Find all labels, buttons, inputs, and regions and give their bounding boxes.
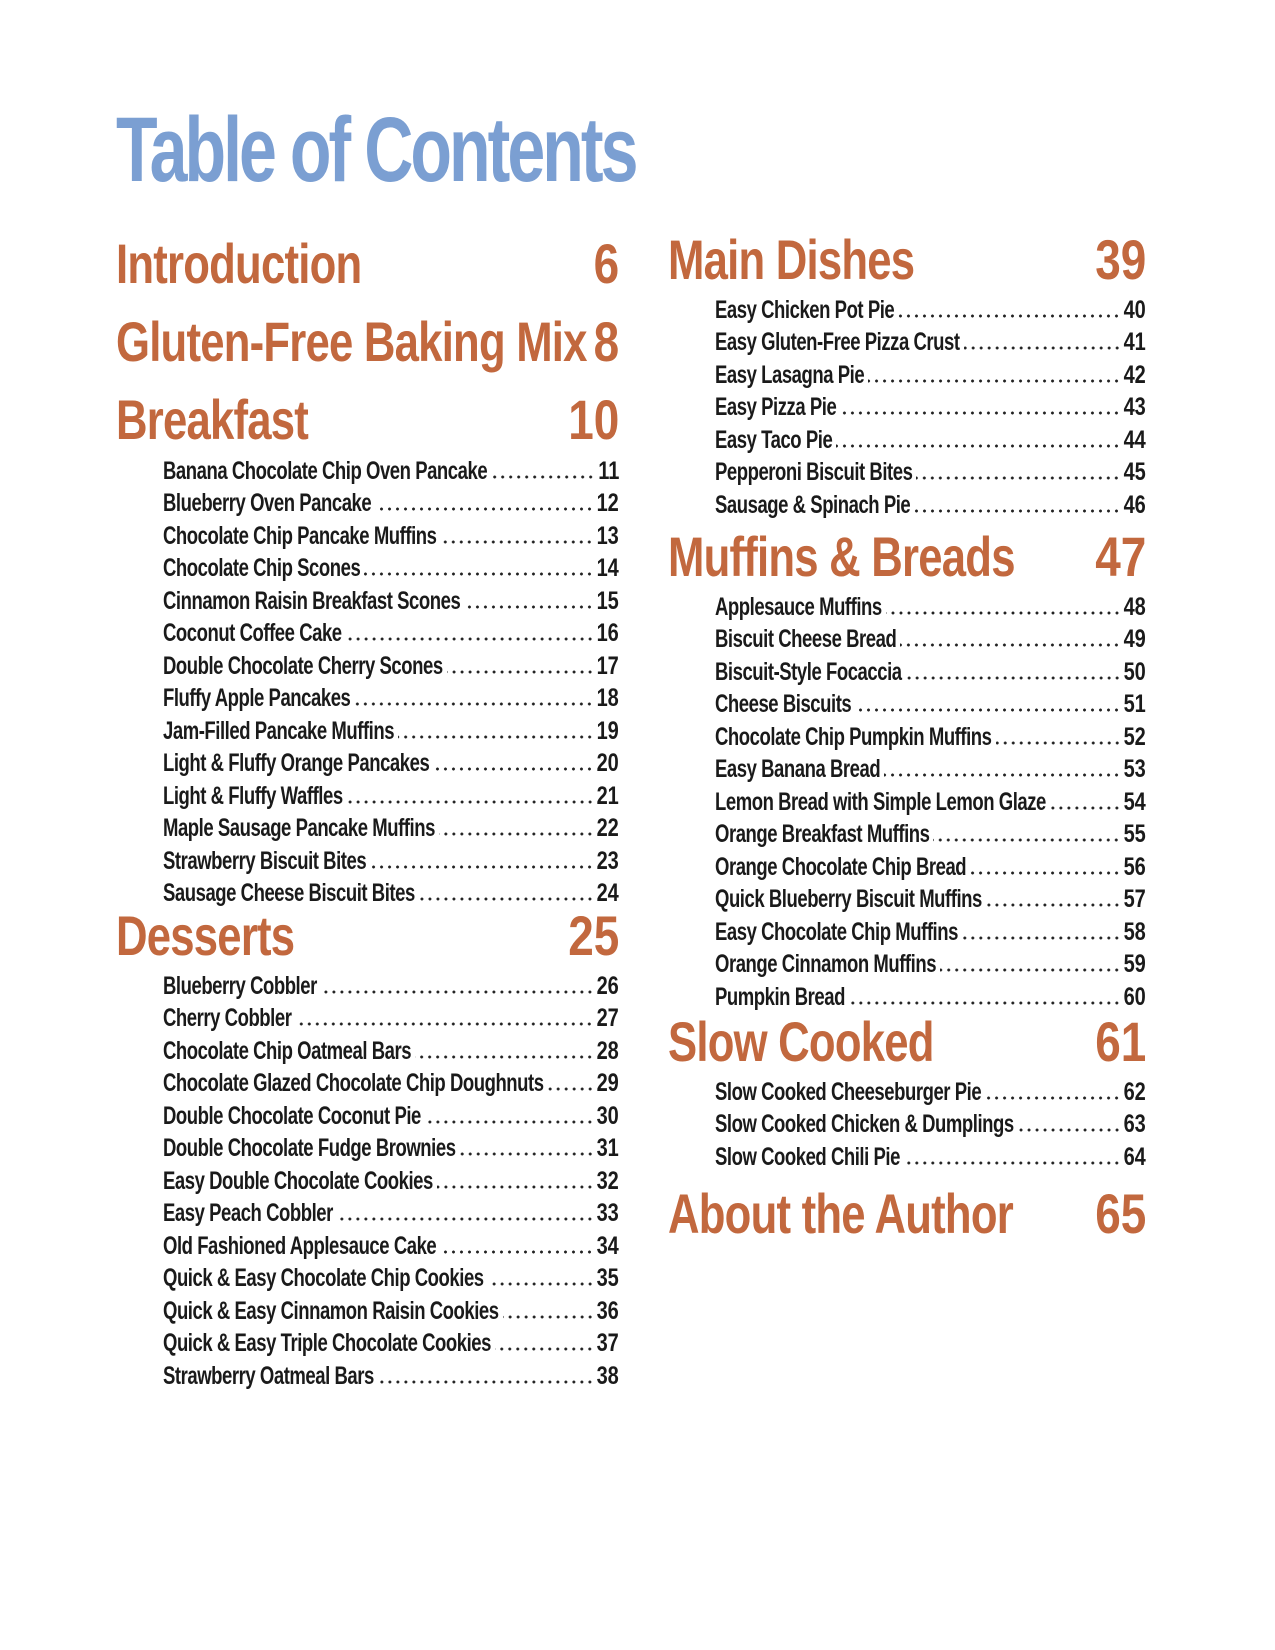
toc-entry[interactable]	[163, 550, 619, 583]
section-title: Gluten-Free Baking Mix	[116, 310, 587, 373]
entry-page-number: 53	[1123, 755, 1146, 783]
entry-page-number: 33	[596, 1199, 619, 1227]
section-main-dishes[interactable]	[668, 230, 1146, 290]
entry-title: Orange Cinnamon Muffins	[715, 950, 937, 978]
entry-title: Lemon Bread with Simple Lemon Glaze	[715, 787, 1046, 816]
dot-leader	[495, 1347, 594, 1351]
entry-page-number: 59	[1123, 950, 1146, 978]
section-page-number: 6	[593, 232, 619, 295]
entry-title: Double Chocolate Fudge Brownies	[163, 1134, 456, 1162]
entry-page-number: 46	[1123, 490, 1146, 519]
section-page-number: 47	[1094, 525, 1146, 588]
desserts-entries	[163, 967, 619, 1390]
dot-leader	[370, 865, 594, 869]
entry-title: Easy Double Chocolate Cookies	[163, 1166, 433, 1195]
entry-page-number: 18	[596, 684, 619, 712]
dot-leader	[970, 871, 1121, 875]
entry-page-number: 17	[596, 651, 619, 680]
entry-title: Quick & Easy Triple Chocolate Cookies	[163, 1329, 491, 1357]
entry-title: Double Chocolate Coconut Pie	[163, 1101, 421, 1130]
entry-page-number: 52	[1123, 722, 1146, 751]
toc-entry[interactable]	[163, 1357, 619, 1390]
entry-title: Chocolate Chip Pancake Muffins	[163, 521, 437, 550]
toc-entry[interactable]	[163, 517, 619, 550]
entry-page-number: 20	[596, 749, 619, 777]
entry-title: Sausage & Spinach Pie	[715, 490, 911, 519]
entry-page-number: 49	[1123, 625, 1146, 653]
dot-leader	[440, 540, 593, 544]
dot-leader	[840, 411, 1120, 415]
entry-page-number: 40	[1123, 295, 1146, 324]
toc-entry[interactable]	[163, 1097, 619, 1130]
entry-title: Cheese Biscuits	[715, 690, 852, 718]
entry-title: Pumpkin Bread	[715, 982, 845, 1011]
dot-leader	[900, 643, 1120, 647]
entry-title: Biscuit Cheese Bread	[715, 625, 897, 653]
toc-entry[interactable]	[715, 324, 1146, 357]
entry-page-number: 37	[596, 1329, 619, 1357]
entry-page-number: 24	[596, 879, 619, 907]
dot-leader	[295, 1022, 593, 1026]
entry-page-number: 32	[596, 1166, 619, 1195]
dot-leader	[433, 767, 593, 771]
entry-page-number: 44	[1123, 425, 1146, 454]
dot-leader	[916, 476, 1120, 480]
entry-title: Light & Fluffy Waffles	[163, 781, 343, 810]
entry-page-number: 28	[596, 1036, 619, 1065]
section-page-number: 10	[567, 388, 619, 451]
dot-leader	[491, 475, 595, 479]
entry-title: Easy Banana Bread	[715, 755, 881, 783]
toc-entry[interactable]	[715, 978, 1146, 1011]
toc-entry[interactable]	[163, 1260, 619, 1293]
toc-entry[interactable]	[163, 967, 619, 1000]
dot-leader	[440, 1250, 593, 1254]
dot-leader	[904, 1161, 1121, 1165]
section-gluten-free-baking-mix[interactable]	[116, 312, 619, 372]
toc-entry[interactable]	[715, 783, 1146, 816]
toc-entry[interactable]	[163, 452, 619, 485]
entry-page-number: 55	[1123, 820, 1146, 848]
entry-page-number: 57	[1123, 885, 1146, 913]
section-title: Introduction	[116, 232, 362, 295]
toc-entry[interactable]	[715, 1106, 1146, 1139]
section-muffins-breads[interactable]	[668, 527, 1146, 587]
toc-entry[interactable]	[715, 588, 1146, 621]
dot-leader	[337, 1217, 594, 1221]
entry-title: Blueberry Cobbler	[163, 971, 317, 1000]
dot-leader	[898, 314, 1120, 318]
entry-page-number: 34	[596, 1231, 619, 1260]
dot-leader	[855, 708, 1121, 712]
dot-leader	[886, 611, 1121, 615]
entry-title: Banana Chocolate Chip Oven Pancake	[163, 456, 488, 485]
toc-entry[interactable]	[715, 913, 1146, 946]
entry-title: Slow Cooked Chili Pie	[715, 1142, 900, 1171]
section-introduction[interactable]	[116, 234, 619, 294]
entry-page-number: 23	[596, 846, 619, 875]
entry-title: Quick & Easy Cinnamon Raisin Cookies	[163, 1296, 499, 1325]
entry-page-number: 45	[1123, 458, 1146, 486]
entry-title: Maple Sausage Pancake Muffins	[163, 814, 435, 842]
toc-entry[interactable]	[715, 848, 1146, 881]
entry-page-number: 30	[596, 1101, 619, 1130]
entry-page-number: 64	[1123, 1142, 1146, 1171]
entry-page-number: 38	[596, 1361, 619, 1390]
entry-title: Blueberry Oven Pancake	[163, 489, 372, 517]
entry-page-number: 58	[1123, 917, 1146, 946]
entry-page-number: 19	[596, 716, 619, 745]
dot-leader	[378, 1380, 594, 1384]
toc-entry[interactable]	[163, 1325, 619, 1358]
dot-leader	[364, 572, 593, 576]
entry-title: Strawberry Biscuit Bites	[163, 846, 367, 875]
section-page-number: 25	[567, 904, 619, 967]
dot-leader	[439, 832, 594, 836]
section-page-number: 39	[1094, 228, 1146, 291]
entry-page-number: 54	[1123, 787, 1146, 816]
dot-leader	[884, 773, 1121, 777]
entry-title: Applesauce Muffins	[715, 592, 882, 621]
section-about-the-author[interactable]	[668, 1184, 1146, 1244]
section-title: Main Dishes	[668, 228, 915, 291]
toc-entry[interactable]	[163, 875, 619, 908]
entry-page-number: 42	[1123, 360, 1146, 389]
toc-entry[interactable]	[163, 777, 619, 810]
toc-entry[interactable]	[715, 686, 1146, 719]
breakfast-entries	[163, 452, 619, 907]
toc-entry[interactable]	[163, 712, 619, 745]
toc-entry[interactable]	[163, 1227, 619, 1260]
entry-title: Chocolate Chip Oatmeal Bars	[163, 1036, 412, 1065]
toc-entry[interactable]	[715, 454, 1146, 487]
dot-leader	[986, 903, 1121, 907]
toc-entry[interactable]	[715, 621, 1146, 654]
entry-title: Easy Chicken Pot Pie	[715, 295, 895, 324]
toc-entry[interactable]	[715, 718, 1146, 751]
entry-title: Coconut Coffee Cake	[163, 619, 342, 647]
dot-leader	[419, 897, 594, 901]
entry-title: Quick & Easy Chocolate Chip Cookies	[163, 1264, 484, 1292]
entry-title: Easy Pizza Pie	[715, 393, 837, 421]
entry-page-number: 27	[596, 1004, 619, 1032]
entry-title: Orange Chocolate Chip Bread	[715, 852, 967, 881]
entry-title: Chocolate Chip Pumpkin Muffins	[715, 722, 992, 751]
entry-title: Easy Chocolate Chip Muffins	[715, 917, 958, 946]
dot-leader	[548, 1087, 594, 1091]
entry-page-number: 43	[1123, 393, 1146, 421]
toc-entry[interactable]	[715, 291, 1146, 324]
entry-page-number: 12	[596, 489, 619, 517]
dot-leader	[375, 507, 594, 511]
entry-title: Easy Gluten-Free Pizza Crust	[715, 328, 960, 356]
dot-leader	[398, 735, 594, 739]
section-title: Breakfast	[116, 388, 309, 451]
toc-entry[interactable]	[163, 1032, 619, 1065]
dot-leader	[962, 936, 1121, 940]
entry-title: Biscuit-Style Focaccia	[715, 657, 902, 686]
entry-page-number: 36	[596, 1296, 619, 1325]
dot-leader	[447, 670, 594, 674]
toc-entry[interactable]	[163, 842, 619, 875]
toc-entry[interactable]	[715, 389, 1146, 422]
dot-leader	[321, 990, 594, 994]
entry-title: Chocolate Chip Scones	[163, 554, 361, 582]
dot-leader	[354, 702, 593, 706]
dot-leader	[1050, 806, 1121, 810]
toc-entry[interactable]	[715, 653, 1146, 686]
entry-page-number: 50	[1123, 657, 1146, 686]
dot-leader	[464, 605, 593, 609]
entry-page-number: 26	[596, 971, 619, 1000]
dot-leader	[940, 968, 1121, 972]
toc-entry[interactable]	[163, 647, 619, 680]
entry-title: Light & Fluffy Orange Pancakes	[163, 749, 430, 777]
dot-leader	[996, 741, 1121, 745]
toc-entry[interactable]	[715, 1073, 1146, 1106]
section-title: About the Author	[668, 1182, 1013, 1245]
entry-page-number: 16	[596, 619, 619, 647]
toc-entry[interactable]	[163, 615, 619, 648]
muffins-breads-entries	[715, 588, 1146, 1011]
dot-leader	[460, 1152, 594, 1156]
toc-entry[interactable]	[715, 751, 1146, 784]
entry-title: Pepperoni Biscuit Bites	[715, 458, 913, 486]
entry-title: Orange Breakfast Muffins	[715, 820, 930, 848]
entry-page-number: 62	[1123, 1077, 1146, 1106]
toc-entry[interactable]	[715, 356, 1146, 389]
entry-page-number: 22	[596, 814, 619, 842]
entry-title: Quick Blueberry Biscuit Muffins	[715, 885, 982, 913]
dot-leader	[868, 379, 1121, 383]
entry-page-number: 60	[1123, 982, 1146, 1011]
toc-entry[interactable]	[163, 1000, 619, 1033]
entry-title: Easy Peach Cobbler	[163, 1199, 333, 1227]
toc-entry[interactable]	[163, 745, 619, 778]
toc-entry[interactable]	[163, 1162, 619, 1195]
entry-page-number: 13	[596, 521, 619, 550]
entry-page-number: 21	[596, 781, 619, 810]
toc-entry[interactable]	[715, 946, 1146, 979]
entry-page-number: 63	[1123, 1110, 1146, 1138]
toc-entry[interactable]	[715, 486, 1146, 519]
entry-page-number: 29	[596, 1069, 619, 1097]
dot-leader	[849, 1001, 1121, 1005]
entry-page-number: 35	[596, 1264, 619, 1292]
toc-entry[interactable]	[163, 1065, 619, 1098]
entry-title: Cherry Cobbler	[163, 1004, 292, 1032]
entry-title: Chocolate Glazed Chocolate Chip Doughnuts	[163, 1069, 544, 1097]
dot-leader	[346, 637, 594, 641]
section-title: Slow Cooked	[668, 1010, 934, 1073]
entry-title: Cinnamon Raisin Breakfast Scones	[163, 586, 461, 615]
dot-leader	[933, 838, 1120, 842]
entry-title: Fluffy Apple Pancakes	[163, 684, 351, 712]
section-title: Desserts	[116, 904, 295, 967]
entry-title: Slow Cooked Chicken & Dumplings	[715, 1110, 1014, 1138]
main-dishes-entries	[715, 291, 1146, 519]
toc-entry[interactable]	[163, 810, 619, 843]
toc-entry[interactable]	[163, 680, 619, 713]
entry-title: Sausage Cheese Biscuit Bites	[163, 879, 415, 907]
section-page-number: 65	[1094, 1182, 1146, 1245]
dot-leader	[1018, 1128, 1121, 1132]
dot-leader	[415, 1055, 594, 1059]
dot-leader	[503, 1315, 594, 1319]
entry-page-number: 41	[1123, 328, 1146, 356]
page-title: Table of Contents	[116, 99, 636, 201]
section-slow-cooked[interactable]	[668, 1012, 1146, 1072]
entry-title: Slow Cooked Cheeseburger Pie	[715, 1077, 982, 1106]
toc-entry[interactable]	[163, 1195, 619, 1228]
entry-title: Old Fashioned Applesauce Cake	[163, 1231, 437, 1260]
entry-page-number: 48	[1123, 592, 1146, 621]
entry-title: Strawberry Oatmeal Bars	[163, 1361, 374, 1390]
entry-title: Jam-Filled Pancake Muffins	[163, 716, 395, 745]
toc-entry[interactable]	[715, 1138, 1146, 1171]
dot-leader	[906, 676, 1121, 680]
toc-entry[interactable]	[163, 1292, 619, 1325]
entry-page-number: 11	[597, 456, 619, 485]
section-desserts[interactable]	[116, 906, 619, 966]
entry-page-number: 56	[1123, 852, 1146, 881]
dot-leader	[914, 509, 1120, 513]
dot-leader	[437, 1185, 594, 1189]
toc-entry[interactable]	[163, 485, 619, 518]
section-page-number: 8	[593, 310, 619, 373]
section-page-number: 61	[1094, 1010, 1146, 1073]
dot-leader	[836, 444, 1120, 448]
slow-cooked-entries	[715, 1073, 1146, 1171]
toc-entry[interactable]	[715, 881, 1146, 914]
entry-page-number: 31	[596, 1134, 619, 1162]
entry-page-number: 14	[596, 554, 619, 582]
dot-leader	[347, 800, 594, 804]
dot-leader	[964, 346, 1121, 350]
dot-leader	[425, 1120, 594, 1124]
toc-entry[interactable]	[715, 421, 1146, 454]
section-breakfast[interactable]	[116, 390, 619, 450]
toc-entry[interactable]	[163, 1130, 619, 1163]
dot-leader	[488, 1282, 594, 1286]
section-title: Muffins & Breads	[668, 525, 1015, 588]
toc-entry[interactable]	[715, 816, 1146, 849]
entry-title: Easy Taco Pie	[715, 425, 833, 454]
entry-page-number: 15	[596, 586, 619, 615]
dot-leader	[985, 1096, 1121, 1100]
entry-page-number: 51	[1123, 690, 1146, 718]
entry-title: Easy Lasagna Pie	[715, 360, 865, 389]
entry-title: Double Chocolate Cherry Scones	[163, 651, 443, 680]
toc-entry[interactable]	[163, 582, 619, 615]
